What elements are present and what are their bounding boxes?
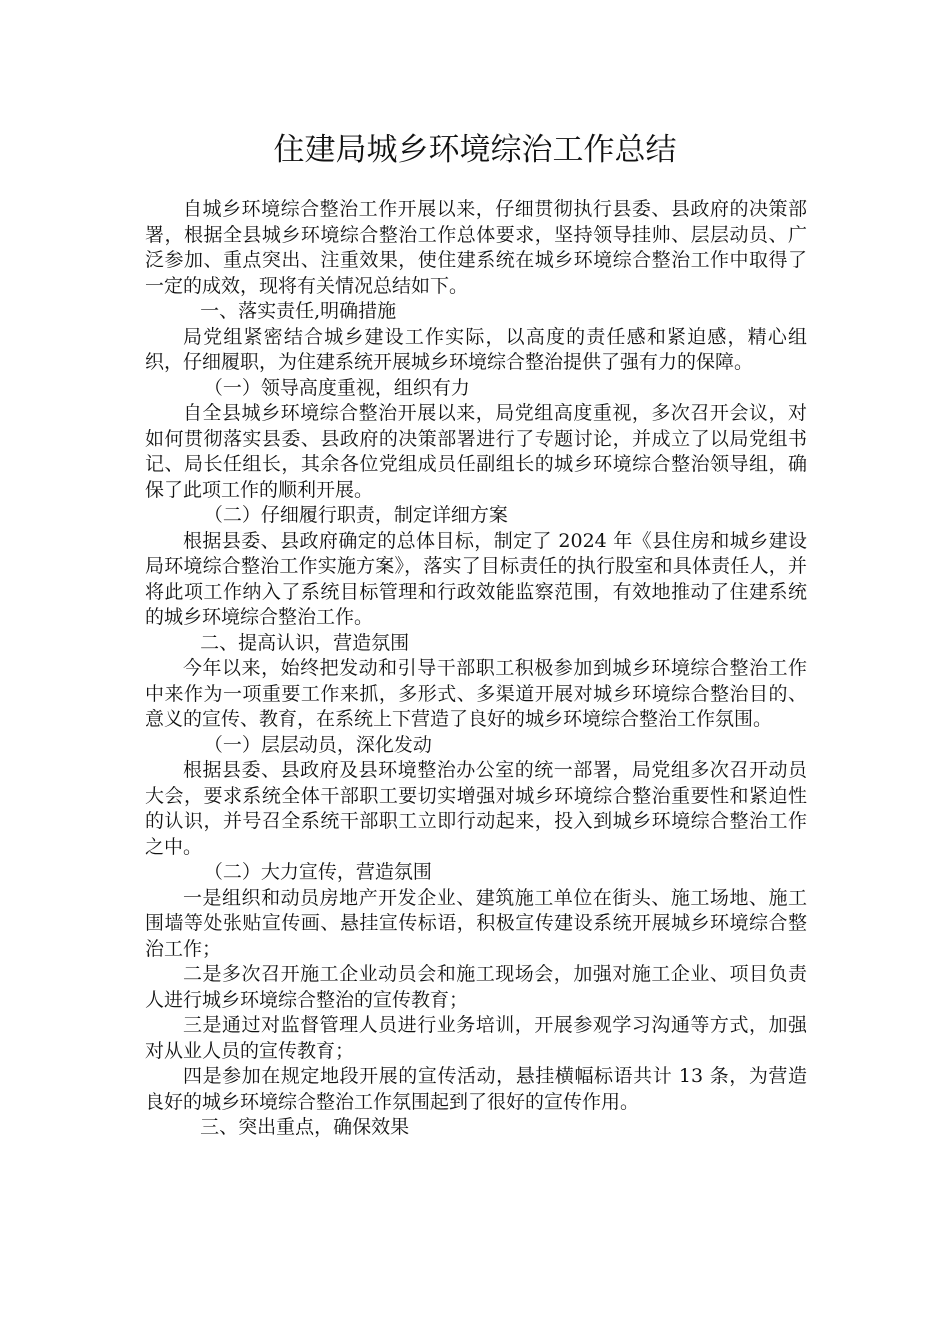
subsection-1-1-paragraph: 自全县城乡环境综合整治开展以来，局党组高度重视，多次召开会议，对如何贯彻落实县委、县政府的决策部署进行了专题讨论，并成立了以局党组书记、局长任组长，其余各位党组成员任副组长的城乡环境综合整治领导组，确保了此项工作的顺利开展。 <box>145 402 807 501</box>
document-body <box>145 197 807 1141</box>
subsection-heading-2-1: （一）层层动员，深化发动 <box>203 733 432 756</box>
document-title: 住建局城乡环境综治工作总结 <box>273 132 677 168</box>
section-heading-1: 一、落实责任,明确措施 <box>200 300 397 322</box>
list-item-paragraph-1: 一是组织和动员房地产开发企业、建筑施工单位在街头、施工场地、施工围墙等处张贴宣传画、悬挂宣传标语，积极宣传建设系统开展城乡环境综合整治工作； <box>145 886 807 960</box>
section-heading-3: 三、突出重点，确保效果 <box>200 1116 410 1138</box>
subsection-heading-1-2: （二）仔细履行职责，制定详细方案 <box>203 504 508 526</box>
section-1-paragraph: 局党组紧密结合城乡建设工作实际，以高度的责任感和紧迫感，精心组织，仔细履职，为住建系统开展城乡环境综合整治提供了强有力的保障。 <box>145 325 807 373</box>
subsection-1-2-paragraph: 根据县委、县政府确定的总体目标，制定了 2024 年《县住房和城乡建设局环境综合整治工作实施方案》，落实了目标责任的执行股室和具体责任人，并将此项工作纳入了系统目标管理和行政效能监察范围，有效地推动了住建系统的城乡环境综合整治工作。 <box>145 529 807 628</box>
subsection-2-1-paragraph: 根据县委、县政府及县环境整治办公室的统一部署，局党组多次召开动员大会，要求系统全体干部职工要切实增强对城乡环境综合整治重要性和紧迫性的认识，并号召全系统干部职工立即行动起来，投入到城乡环境综合整治工作之中。 <box>145 759 807 858</box>
section-heading-2: 二、提高认识，营造氛围 <box>200 631 410 654</box>
list-item-paragraph-3: 三是通过对监督管理人员进行业务培训，开展参观学习沟通等方式，加强对从业人员的宣传教育； <box>145 1014 807 1062</box>
subsection-heading-2-2: （二）大力宣传，营造氛围 <box>203 861 432 883</box>
intro-paragraph: 自城乡环境综合整治工作开展以来，仔细贯彻执行县委、县政府的决策部署，根据全县城乡环境综合整治工作总体要求，坚持领导挂帅、层层动员、广泛参加、重点突出、注重效果，使住建系统在城乡环境综合整治工作中取得了一定的成效，现将有关情况总结如下。 <box>145 198 807 297</box>
list-item-paragraph-2: 二是多次召开施工企业动员会和施工现场会，加强对施工企业、项目负责人进行城乡环境综合整治的宣传教育； <box>145 963 807 1011</box>
list-item-paragraph-4: 四是参加在规定地段开展的宣传活动，悬挂横幅标语共计 13 条，为营造良好的城乡环境综合整治工作氛围起到了很好的宣传作用。 <box>145 1065 807 1113</box>
section-2-paragraph: 今年以来，始终把发动和引导干部职工积极参加到城乡环境综合整治工作中来作为一项重要工作来抓，多形式、多渠道开展对城乡环境综合整治目的、意义的宣传、教育，在系统上下营造了良好的城乡环境综合整治工作氛围。 <box>145 657 807 730</box>
subsection-heading-1-1: （一）领导高度重视，组织有力 <box>203 376 470 399</box>
